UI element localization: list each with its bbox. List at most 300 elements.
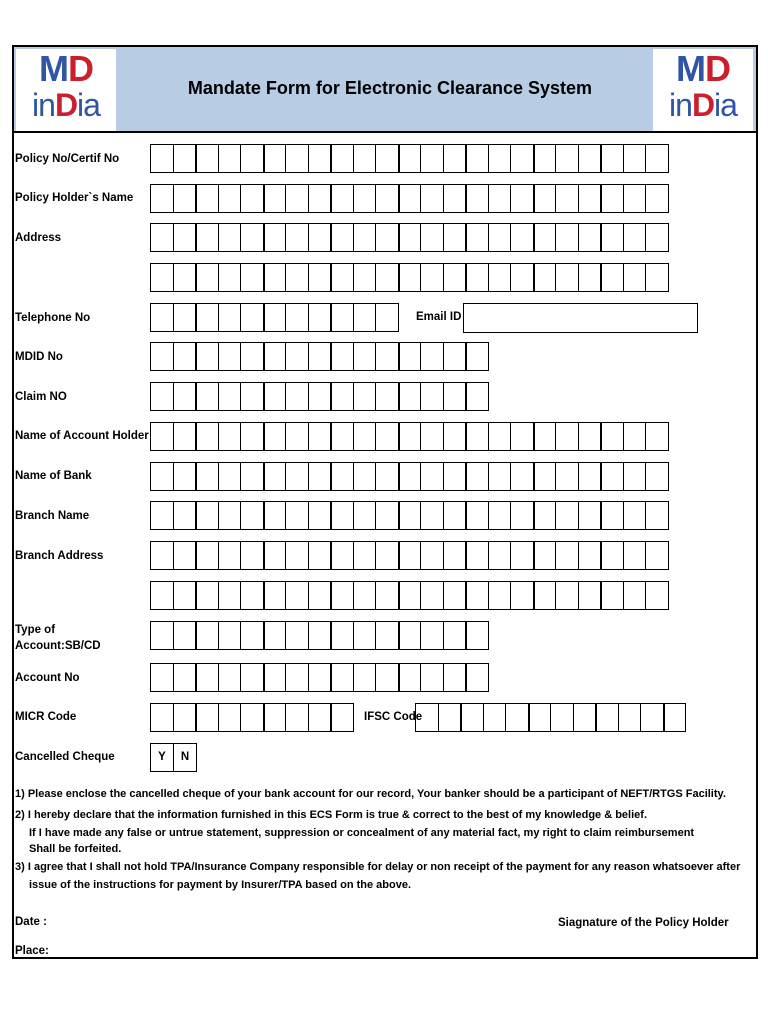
character-box[interactable] — [488, 462, 512, 491]
character-box[interactable] — [443, 541, 467, 570]
character-box[interactable] — [285, 184, 309, 213]
character-box[interactable] — [645, 223, 669, 252]
character-box[interactable] — [555, 223, 579, 252]
character-box[interactable] — [330, 184, 354, 213]
character-box[interactable] — [600, 422, 624, 451]
character-box[interactable] — [330, 501, 354, 530]
character-box[interactable] — [353, 621, 377, 650]
character-box[interactable] — [443, 144, 467, 173]
character-box[interactable] — [330, 621, 354, 650]
character-box[interactable] — [240, 581, 264, 610]
character-box[interactable] — [443, 263, 467, 292]
character-box[interactable] — [595, 703, 619, 732]
character-box[interactable] — [420, 223, 444, 252]
character-box[interactable] — [195, 501, 219, 530]
character-box[interactable] — [533, 263, 557, 292]
character-box[interactable] — [195, 382, 219, 411]
character-box[interactable] — [353, 541, 377, 570]
character-box[interactable] — [353, 382, 377, 411]
character-box[interactable] — [218, 663, 242, 692]
character-box[interactable] — [308, 703, 332, 732]
character-box[interactable] — [195, 621, 219, 650]
character-box[interactable] — [375, 501, 399, 530]
character-box[interactable] — [420, 541, 444, 570]
cheque-no-box[interactable]: N — [173, 743, 197, 772]
character-box[interactable] — [330, 303, 354, 332]
character-box[interactable] — [420, 342, 444, 371]
character-box[interactable] — [150, 223, 174, 252]
character-box[interactable] — [285, 422, 309, 451]
character-box[interactable] — [308, 621, 332, 650]
character-box[interactable] — [375, 382, 399, 411]
character-box[interactable] — [150, 184, 174, 213]
character-box[interactable] — [555, 501, 579, 530]
character-box[interactable] — [645, 581, 669, 610]
character-box[interactable] — [353, 663, 377, 692]
character-box[interactable] — [443, 621, 467, 650]
character-box[interactable] — [465, 223, 489, 252]
character-box[interactable] — [240, 223, 264, 252]
character-box[interactable] — [443, 581, 467, 610]
character-box[interactable] — [308, 663, 332, 692]
character-box[interactable] — [263, 663, 287, 692]
character-box[interactable] — [375, 223, 399, 252]
character-box[interactable] — [488, 184, 512, 213]
character-box[interactable] — [578, 223, 602, 252]
character-box[interactable] — [398, 184, 422, 213]
character-box[interactable] — [263, 422, 287, 451]
character-box[interactable] — [308, 223, 332, 252]
character-box[interactable] — [465, 621, 489, 650]
character-box[interactable] — [465, 462, 489, 491]
character-box[interactable] — [353, 581, 377, 610]
character-box[interactable] — [173, 263, 197, 292]
character-box[interactable] — [240, 501, 264, 530]
character-box[interactable] — [285, 382, 309, 411]
character-box[interactable] — [533, 581, 557, 610]
character-box[interactable] — [420, 184, 444, 213]
character-box[interactable] — [398, 462, 422, 491]
character-box[interactable] — [240, 263, 264, 292]
character-box[interactable] — [398, 541, 422, 570]
character-box[interactable] — [218, 541, 242, 570]
character-box[interactable] — [308, 184, 332, 213]
character-box[interactable] — [150, 303, 174, 332]
character-box[interactable] — [330, 263, 354, 292]
character-box[interactable] — [623, 263, 647, 292]
character-box[interactable] — [510, 184, 534, 213]
character-box[interactable] — [150, 541, 174, 570]
character-box[interactable] — [218, 144, 242, 173]
character-box[interactable] — [488, 422, 512, 451]
character-box[interactable] — [510, 422, 534, 451]
character-box[interactable] — [375, 541, 399, 570]
character-box[interactable] — [420, 382, 444, 411]
character-box[interactable] — [150, 703, 174, 732]
character-box[interactable] — [218, 462, 242, 491]
character-box[interactable] — [308, 263, 332, 292]
character-box[interactable] — [150, 263, 174, 292]
character-box[interactable] — [443, 501, 467, 530]
character-box[interactable] — [173, 703, 197, 732]
character-box[interactable] — [240, 663, 264, 692]
character-box[interactable] — [578, 462, 602, 491]
character-box[interactable] — [263, 144, 287, 173]
character-box[interactable] — [375, 663, 399, 692]
character-box[interactable] — [398, 263, 422, 292]
character-box[interactable] — [420, 263, 444, 292]
character-box[interactable] — [623, 501, 647, 530]
character-box[interactable] — [150, 144, 174, 173]
character-box[interactable] — [645, 541, 669, 570]
character-box[interactable] — [263, 462, 287, 491]
character-box[interactable] — [578, 581, 602, 610]
character-box[interactable] — [465, 342, 489, 371]
character-box[interactable] — [578, 501, 602, 530]
character-box[interactable] — [330, 342, 354, 371]
character-box[interactable] — [240, 382, 264, 411]
character-box[interactable] — [353, 223, 377, 252]
character-box[interactable] — [330, 223, 354, 252]
character-box[interactable] — [645, 501, 669, 530]
character-box[interactable] — [443, 663, 467, 692]
character-box[interactable] — [398, 581, 422, 610]
character-box[interactable] — [263, 703, 287, 732]
email-field[interactable] — [463, 303, 698, 333]
character-box[interactable] — [195, 703, 219, 732]
cheque-yes-box[interactable]: Y — [150, 743, 174, 772]
character-box[interactable] — [420, 144, 444, 173]
character-box[interactable] — [420, 422, 444, 451]
character-box[interactable] — [443, 422, 467, 451]
character-box[interactable] — [218, 263, 242, 292]
character-box[interactable] — [150, 663, 174, 692]
character-box[interactable] — [623, 541, 647, 570]
character-box[interactable] — [465, 581, 489, 610]
character-box[interactable] — [550, 703, 574, 732]
character-box[interactable] — [285, 581, 309, 610]
character-box[interactable] — [195, 184, 219, 213]
character-box[interactable] — [623, 462, 647, 491]
character-box[interactable] — [375, 342, 399, 371]
character-box[interactable] — [443, 223, 467, 252]
character-box[interactable] — [173, 422, 197, 451]
character-box[interactable] — [263, 263, 287, 292]
character-box[interactable] — [420, 501, 444, 530]
character-box[interactable] — [623, 422, 647, 451]
character-box[interactable] — [308, 462, 332, 491]
character-box[interactable] — [483, 703, 507, 732]
character-box[interactable] — [465, 663, 489, 692]
character-box[interactable] — [263, 223, 287, 252]
character-box[interactable] — [330, 663, 354, 692]
character-box[interactable] — [150, 382, 174, 411]
character-box[interactable] — [465, 382, 489, 411]
character-box[interactable] — [488, 223, 512, 252]
character-box[interactable] — [510, 144, 534, 173]
character-box[interactable] — [600, 223, 624, 252]
character-box[interactable] — [240, 342, 264, 371]
character-box[interactable] — [150, 422, 174, 451]
character-box[interactable] — [285, 263, 309, 292]
character-box[interactable] — [578, 422, 602, 451]
character-box[interactable] — [533, 144, 557, 173]
character-box[interactable] — [465, 501, 489, 530]
character-box[interactable] — [645, 462, 669, 491]
character-box[interactable] — [173, 382, 197, 411]
character-box[interactable] — [263, 382, 287, 411]
character-box[interactable] — [555, 144, 579, 173]
character-box[interactable] — [600, 541, 624, 570]
character-box[interactable] — [353, 303, 377, 332]
character-box[interactable] — [510, 263, 534, 292]
character-box[interactable] — [330, 581, 354, 610]
character-box[interactable] — [330, 462, 354, 491]
character-box[interactable] — [398, 663, 422, 692]
character-box[interactable] — [285, 621, 309, 650]
character-box[interactable] — [533, 422, 557, 451]
character-box[interactable] — [240, 303, 264, 332]
character-box[interactable] — [285, 342, 309, 371]
character-box[interactable] — [353, 144, 377, 173]
character-box[interactable] — [173, 501, 197, 530]
character-box[interactable] — [618, 703, 642, 732]
character-box[interactable] — [600, 462, 624, 491]
character-box[interactable] — [375, 263, 399, 292]
character-box[interactable] — [375, 422, 399, 451]
character-box[interactable] — [173, 144, 197, 173]
character-box[interactable] — [375, 184, 399, 213]
character-box[interactable] — [555, 263, 579, 292]
character-box[interactable] — [173, 621, 197, 650]
character-box[interactable] — [443, 184, 467, 213]
character-box[interactable] — [330, 422, 354, 451]
character-box[interactable] — [150, 501, 174, 530]
character-box[interactable] — [173, 303, 197, 332]
character-box[interactable] — [218, 703, 242, 732]
character-box[interactable] — [285, 501, 309, 530]
character-box[interactable] — [623, 581, 647, 610]
character-box[interactable] — [375, 462, 399, 491]
character-box[interactable] — [285, 223, 309, 252]
character-box[interactable] — [465, 263, 489, 292]
character-box[interactable] — [263, 541, 287, 570]
character-box[interactable] — [308, 541, 332, 570]
character-box[interactable] — [330, 541, 354, 570]
character-box[interactable] — [195, 581, 219, 610]
character-box[interactable] — [460, 703, 484, 732]
character-box[interactable] — [240, 541, 264, 570]
character-box[interactable] — [353, 263, 377, 292]
character-box[interactable] — [555, 581, 579, 610]
character-box[interactable] — [465, 184, 489, 213]
character-box[interactable] — [285, 541, 309, 570]
character-box[interactable] — [195, 541, 219, 570]
character-box[interactable] — [645, 422, 669, 451]
character-box[interactable] — [645, 184, 669, 213]
character-box[interactable] — [600, 263, 624, 292]
character-box[interactable] — [555, 422, 579, 451]
character-box[interactable] — [285, 462, 309, 491]
character-box[interactable] — [308, 422, 332, 451]
character-box[interactable] — [398, 382, 422, 411]
character-box[interactable] — [443, 382, 467, 411]
character-box[interactable] — [398, 422, 422, 451]
character-box[interactable] — [218, 621, 242, 650]
character-box[interactable] — [173, 184, 197, 213]
character-box[interactable] — [555, 462, 579, 491]
character-box[interactable] — [240, 422, 264, 451]
character-box[interactable] — [353, 422, 377, 451]
character-box[interactable] — [195, 462, 219, 491]
character-box[interactable] — [218, 342, 242, 371]
character-box[interactable] — [398, 144, 422, 173]
character-box[interactable] — [195, 422, 219, 451]
character-box[interactable] — [240, 621, 264, 650]
character-box[interactable] — [195, 663, 219, 692]
character-box[interactable] — [375, 621, 399, 650]
character-box[interactable] — [488, 581, 512, 610]
character-box[interactable] — [150, 581, 174, 610]
character-box[interactable] — [285, 144, 309, 173]
character-box[interactable] — [623, 184, 647, 213]
character-box[interactable] — [218, 422, 242, 451]
character-box[interactable] — [465, 144, 489, 173]
character-box[interactable] — [173, 462, 197, 491]
character-box[interactable] — [375, 303, 399, 332]
character-box[interactable] — [308, 303, 332, 332]
character-box[interactable] — [623, 144, 647, 173]
character-box[interactable] — [420, 581, 444, 610]
character-box[interactable] — [218, 303, 242, 332]
character-box[interactable] — [533, 223, 557, 252]
character-box[interactable] — [505, 703, 529, 732]
character-box[interactable] — [488, 501, 512, 530]
character-box[interactable] — [600, 501, 624, 530]
character-box[interactable] — [263, 184, 287, 213]
character-box[interactable] — [285, 663, 309, 692]
character-box[interactable] — [573, 703, 597, 732]
character-box[interactable] — [308, 144, 332, 173]
character-box[interactable] — [173, 342, 197, 371]
character-box[interactable] — [285, 303, 309, 332]
character-box[interactable] — [195, 223, 219, 252]
character-box[interactable] — [263, 621, 287, 650]
character-box[interactable] — [375, 144, 399, 173]
character-box[interactable] — [528, 703, 552, 732]
character-box[interactable] — [600, 144, 624, 173]
character-box[interactable] — [510, 501, 534, 530]
character-box[interactable] — [240, 144, 264, 173]
character-box[interactable] — [640, 703, 664, 732]
character-box[interactable] — [510, 462, 534, 491]
character-box[interactable] — [218, 581, 242, 610]
character-box[interactable] — [308, 501, 332, 530]
character-box[interactable] — [398, 223, 422, 252]
character-box[interactable] — [173, 223, 197, 252]
character-box[interactable] — [663, 703, 687, 732]
character-box[interactable] — [578, 144, 602, 173]
character-box[interactable] — [555, 541, 579, 570]
character-box[interactable] — [533, 541, 557, 570]
character-box[interactable] — [173, 581, 197, 610]
character-box[interactable] — [308, 382, 332, 411]
character-box[interactable] — [218, 223, 242, 252]
character-box[interactable] — [353, 501, 377, 530]
character-box[interactable] — [150, 462, 174, 491]
character-box[interactable] — [578, 184, 602, 213]
character-box[interactable] — [623, 223, 647, 252]
character-box[interactable] — [150, 621, 174, 650]
character-box[interactable] — [308, 581, 332, 610]
character-box[interactable] — [578, 263, 602, 292]
character-box[interactable] — [600, 184, 624, 213]
character-box[interactable] — [353, 342, 377, 371]
character-box[interactable] — [353, 184, 377, 213]
character-box[interactable] — [240, 462, 264, 491]
character-box[interactable] — [218, 501, 242, 530]
character-box[interactable] — [263, 581, 287, 610]
character-box[interactable] — [263, 342, 287, 371]
character-box[interactable] — [533, 501, 557, 530]
character-box[interactable] — [240, 184, 264, 213]
character-box[interactable] — [398, 621, 422, 650]
character-box[interactable] — [330, 144, 354, 173]
character-box[interactable] — [488, 263, 512, 292]
character-box[interactable] — [330, 703, 354, 732]
character-box[interactable] — [443, 462, 467, 491]
character-box[interactable] — [195, 263, 219, 292]
character-box[interactable] — [353, 462, 377, 491]
character-box[interactable] — [465, 422, 489, 451]
character-box[interactable] — [600, 581, 624, 610]
character-box[interactable] — [195, 303, 219, 332]
character-box[interactable] — [645, 144, 669, 173]
character-box[interactable] — [263, 303, 287, 332]
character-box[interactable] — [398, 501, 422, 530]
character-box[interactable] — [465, 541, 489, 570]
character-box[interactable] — [443, 342, 467, 371]
character-box[interactable] — [420, 462, 444, 491]
character-box[interactable] — [420, 663, 444, 692]
character-box[interactable] — [330, 382, 354, 411]
character-box[interactable] — [195, 342, 219, 371]
character-box[interactable] — [420, 621, 444, 650]
character-box[interactable] — [308, 342, 332, 371]
character-box[interactable] — [578, 541, 602, 570]
character-box[interactable] — [398, 342, 422, 371]
character-box[interactable] — [173, 541, 197, 570]
character-box[interactable] — [375, 581, 399, 610]
character-box[interactable] — [555, 184, 579, 213]
character-box[interactable] — [510, 223, 534, 252]
character-box[interactable] — [195, 144, 219, 173]
character-box[interactable] — [285, 703, 309, 732]
character-box[interactable] — [510, 581, 534, 610]
character-box[interactable] — [415, 703, 439, 732]
character-box[interactable] — [533, 462, 557, 491]
character-box[interactable] — [488, 144, 512, 173]
character-box[interactable] — [488, 541, 512, 570]
character-box[interactable] — [263, 501, 287, 530]
character-box[interactable] — [533, 184, 557, 213]
character-box[interactable] — [218, 184, 242, 213]
character-box[interactable] — [218, 382, 242, 411]
character-box[interactable] — [173, 663, 197, 692]
character-box[interactable] — [150, 342, 174, 371]
character-box[interactable] — [438, 703, 462, 732]
character-box[interactable] — [510, 541, 534, 570]
